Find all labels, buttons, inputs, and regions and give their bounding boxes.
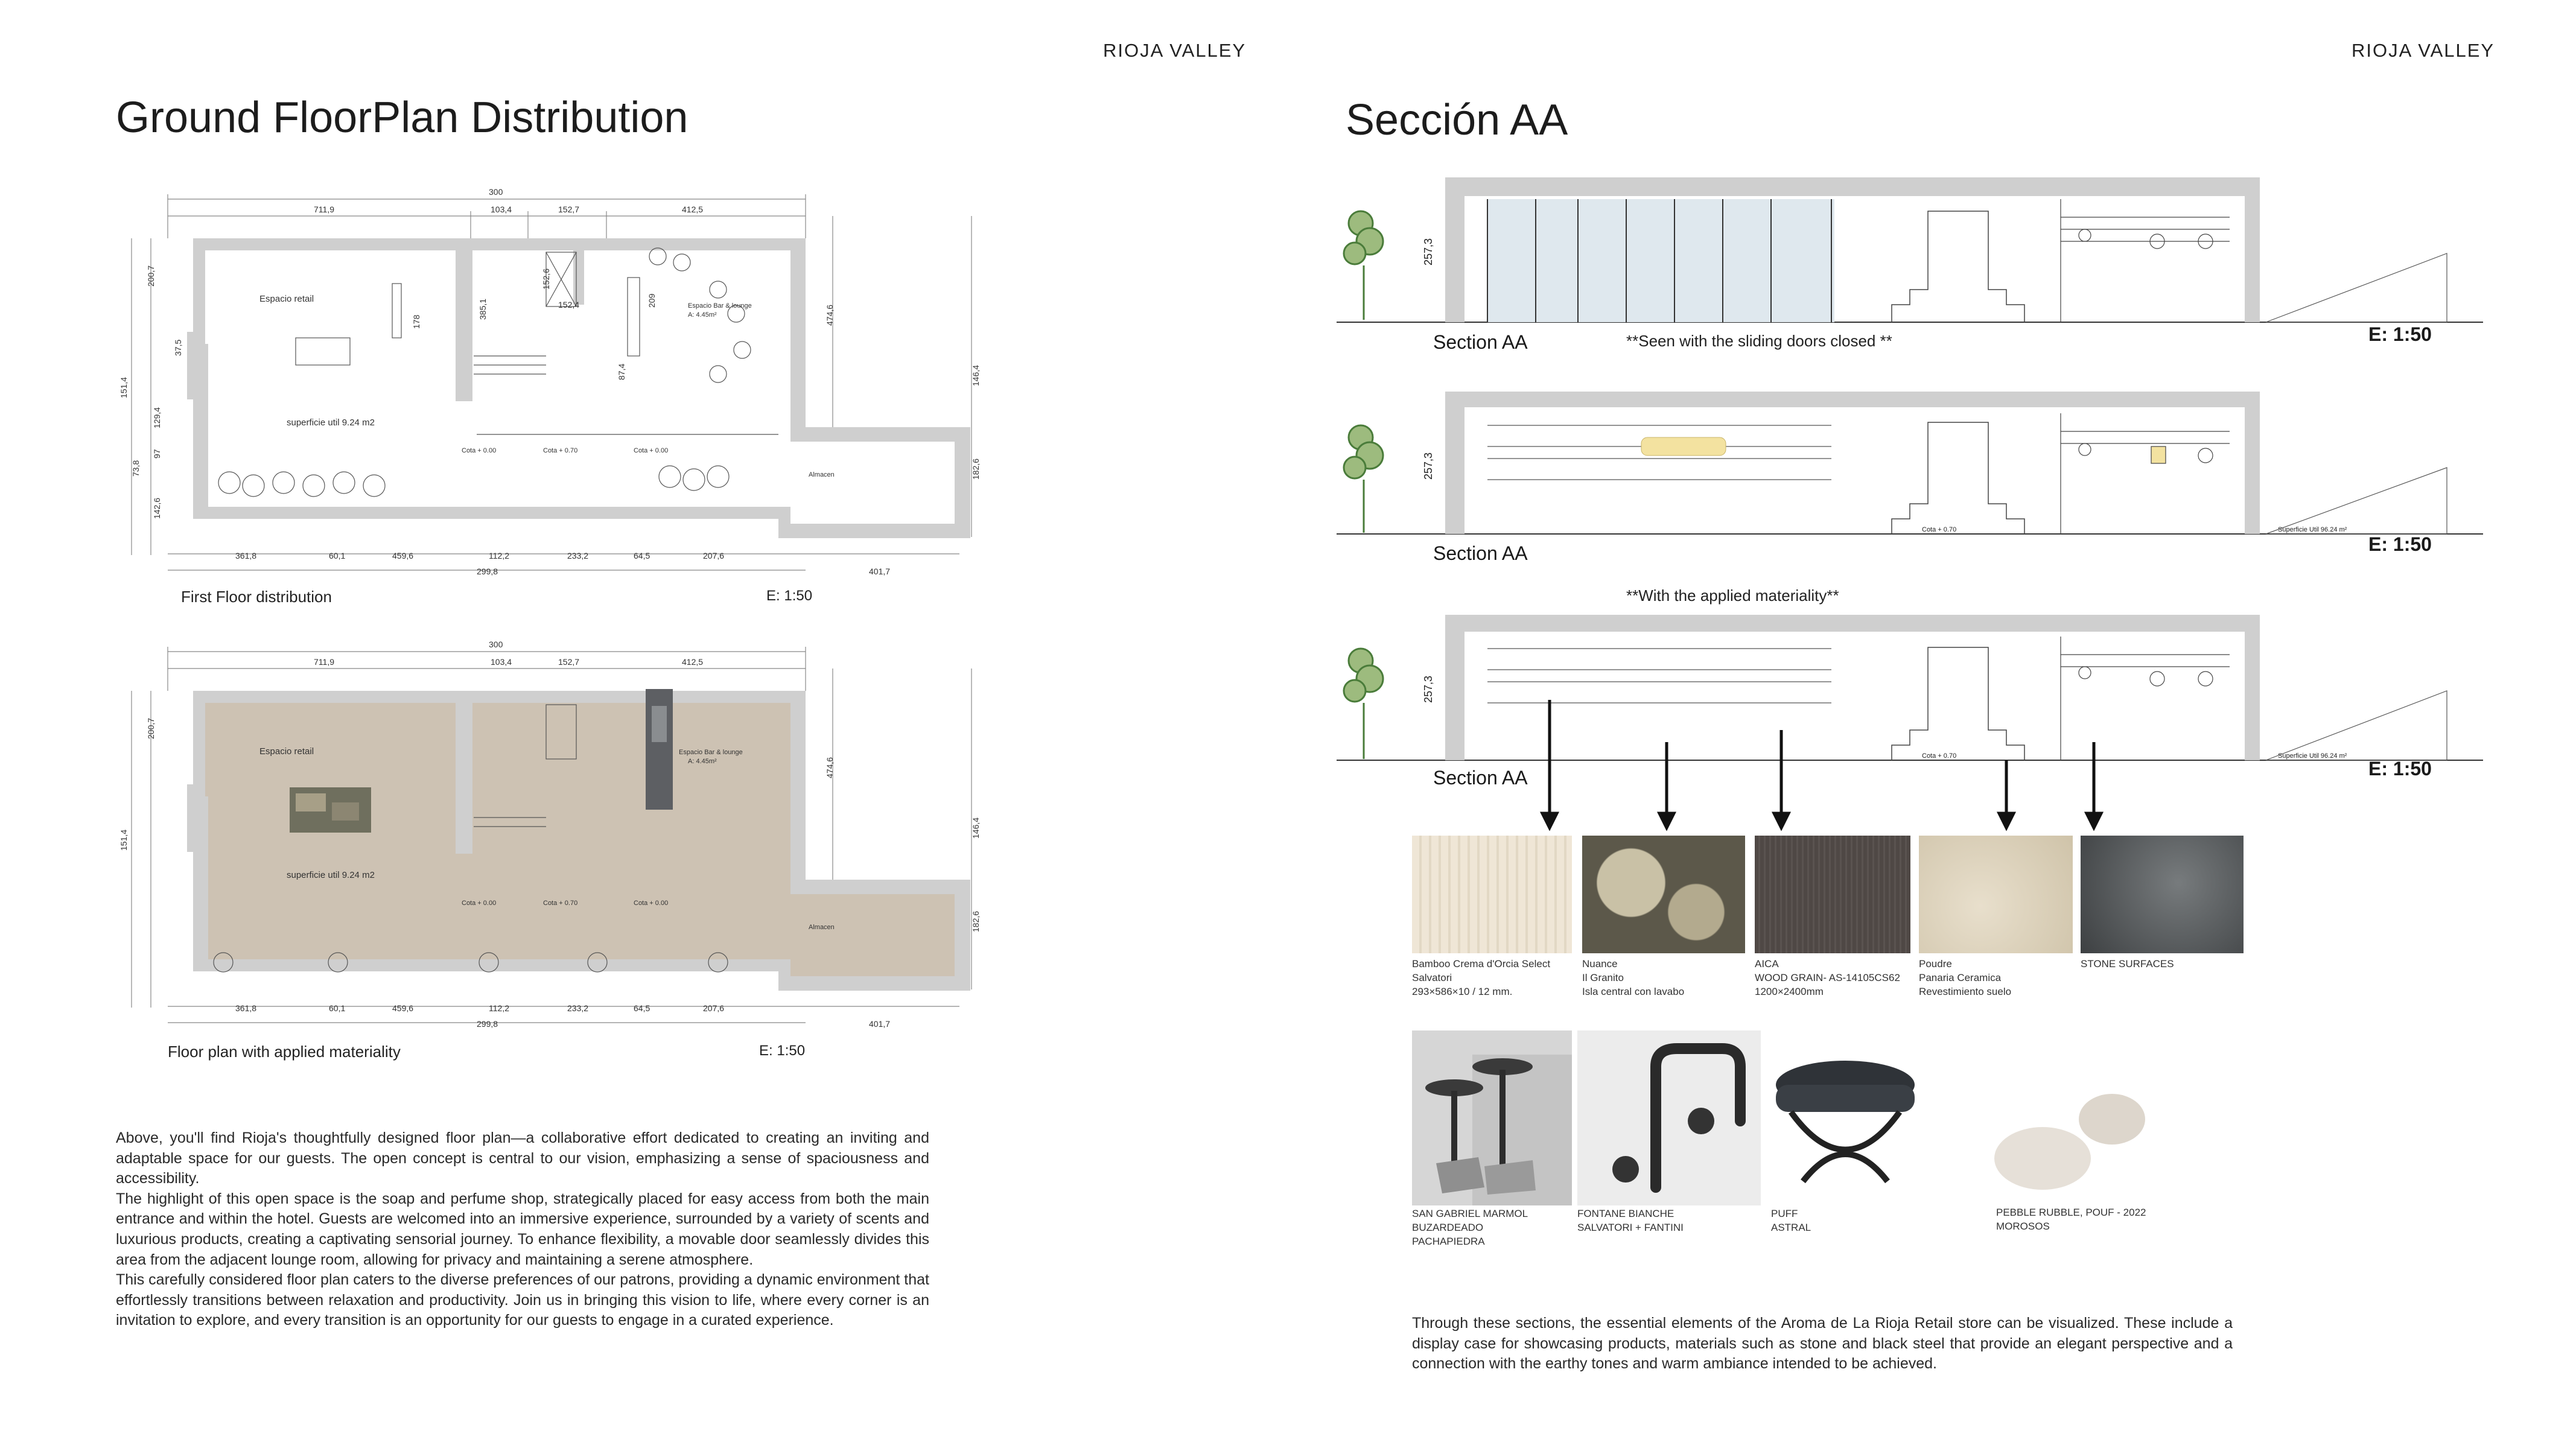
material-swatch-poudre <box>1919 836 2073 953</box>
material-swatch-stone <box>2081 836 2244 953</box>
svg-text:Almacen: Almacen <box>809 924 835 931</box>
svg-text:112,2: 112,2 <box>489 1003 509 1013</box>
svg-text:Cota + 0.00: Cota + 0.00 <box>634 900 669 907</box>
svg-text:Superficie Util 96.24 m²: Superficie Util 96.24 m² <box>2278 752 2347 760</box>
svg-text:Cota + 0.70: Cota + 0.70 <box>1922 752 1957 760</box>
svg-text:412,5: 412,5 <box>682 657 704 667</box>
svg-text:Cota + 0.00: Cota + 0.00 <box>634 447 669 454</box>
svg-text:401,7: 401,7 <box>869 567 891 576</box>
svg-text:200,7: 200,7 <box>146 265 156 287</box>
section-1-label: Section AA <box>1433 331 1528 353</box>
svg-text:152,7: 152,7 <box>558 205 580 214</box>
svg-text:Espacio Bar & lounge: Espacio Bar & lounge <box>688 302 752 310</box>
svg-text:257,3: 257,3 <box>1422 238 1434 265</box>
svg-text:361,8: 361,8 <box>235 1003 257 1013</box>
svg-text:64,5: 64,5 <box>634 551 650 560</box>
left-paragraph-3: This carefully considered floor plan caters to the diverse preferences of our patrons, providing a dynamic environment that effortlessly transitions between relaxation and productivity. Join us in bringing this vision to life, where every corner is an invitation to explore, and every transition is an opportunity for our guests to engage in a curated experience. <box>116 1271 929 1329</box>
page-title-left: Ground FloorPlan Distribution <box>116 94 689 142</box>
svg-text:152,6: 152,6 <box>541 268 551 290</box>
material-label-nuance: Nuance Il Granito Isla central con lavabo <box>1582 958 1685 997</box>
material-arrows <box>1509 694 2142 833</box>
furniture-image-pebble-pouf <box>1991 1086 2148 1207</box>
svg-text:Espacio Bar & lounge: Espacio Bar & lounge <box>679 749 743 756</box>
svg-text:200,7: 200,7 <box>146 717 156 739</box>
svg-text:711,9: 711,9 <box>314 205 334 214</box>
svg-text:257,3: 257,3 <box>1422 452 1434 480</box>
section-2-scale: E: 1:50 <box>2368 533 2432 555</box>
svg-text:300: 300 <box>489 640 503 649</box>
svg-text:Cota + 0.00: Cota + 0.00 <box>462 900 497 907</box>
svg-text:Superficie Util 96.24 m²: Superficie Util 96.24 m² <box>2278 526 2347 533</box>
svg-text:103,4: 103,4 <box>491 657 512 667</box>
furniture-label-side-table: SAN GABRIEL MARMOL BUZARDEADO PACHAPIEDRA <box>1412 1208 1528 1247</box>
svg-text:Espacio retail: Espacio retail <box>259 294 314 304</box>
plan1-caption: First Floor distribution <box>181 588 332 606</box>
svg-text:60,1: 60,1 <box>329 551 346 560</box>
svg-text:Cota + 0.70: Cota + 0.70 <box>543 900 578 907</box>
brand-right: RIOJA VALLEY <box>2352 40 2495 61</box>
svg-text:97: 97 <box>152 449 162 459</box>
svg-text:146,4: 146,4 <box>971 364 981 386</box>
floor-plan-first-floor <box>115 181 1002 591</box>
section-aa-drawing-2 <box>1337 389 2483 540</box>
section-3-label: Section AA <box>1433 767 1528 789</box>
svg-text:Espacio retail: Espacio retail <box>259 746 314 757</box>
plan2-caption: Floor plan with applied materiality <box>168 1043 401 1061</box>
furniture-image-faucet <box>1577 1030 1761 1205</box>
svg-text:711,9: 711,9 <box>314 657 334 667</box>
section-1-scale: E: 1:50 <box>2368 323 2432 345</box>
svg-text:152,4: 152,4 <box>558 300 580 310</box>
left-description <box>116 1128 929 1331</box>
svg-text:361,8: 361,8 <box>235 551 257 560</box>
section-aa-drawing-1 <box>1337 175 2483 332</box>
svg-text:Cota + 0.70: Cota + 0.70 <box>1922 526 1957 533</box>
material-swatch-nuance <box>1582 836 1745 953</box>
svg-text:207,6: 207,6 <box>703 1003 725 1013</box>
svg-text:207,6: 207,6 <box>703 551 725 560</box>
svg-text:151,4: 151,4 <box>119 376 129 398</box>
material-label-stone: STONE SURFACES <box>2081 958 2174 970</box>
svg-text:412,5: 412,5 <box>682 205 704 214</box>
svg-text:A: 4.45m²: A: 4.45m² <box>688 311 717 319</box>
svg-text:257,3: 257,3 <box>1422 675 1434 703</box>
svg-text:385,1: 385,1 <box>478 298 488 320</box>
svg-text:Cota + 0.70: Cota + 0.70 <box>543 447 578 454</box>
right-description: Through these sections, the essential elements of the Aroma de La Rioja Retail store can be visualized. These include a display case for showcasing products, materials such as stone and black steel that provide an elegant perspective and a connection with the earthy tones and warm ambiance intended to be achieved. <box>1412 1315 2233 1373</box>
svg-text:474,6: 474,6 <box>825 304 835 326</box>
svg-text:Cota + 0.00: Cota + 0.00 <box>462 447 497 454</box>
svg-text:300: 300 <box>489 187 503 197</box>
svg-text:37,5: 37,5 <box>173 339 183 356</box>
svg-text:129,4: 129,4 <box>152 407 162 428</box>
left-paragraph-1: Above, you'll find Rioja's thoughtfully designed floor plan—a collaborative effort dedicated to creating an inviting and adaptable space for our guests. The open concept is central to our vision, emphasizing a sense of spaciousness and accessibility. <box>116 1129 929 1187</box>
svg-text:superficie util 9.24 m2: superficie util 9.24 m2 <box>287 418 375 428</box>
svg-text:299,8: 299,8 <box>477 1019 498 1029</box>
left-paragraph-2: The highlight of this open space is the soap and perfume shop, strategically placed for easy access from both the main entrance and within the hotel. Guests are welcomed into an immersive experience, surrounded by a variety of scents and luxurious products, creating a captivating sensorial journey. To enhance flexibility, a movable door seamlessly divides this area from the adjacent lounge room, allowing for privacy and maintaining a serene atmosphere. <box>116 1190 929 1268</box>
svg-text:87,4: 87,4 <box>617 363 626 380</box>
svg-text:182,6: 182,6 <box>971 910 981 932</box>
svg-text:142,6: 142,6 <box>152 497 162 519</box>
svg-text:152,7: 152,7 <box>558 657 580 667</box>
section-3-scale: E: 1:50 <box>2368 758 2432 780</box>
svg-text:Almacen: Almacen <box>809 471 835 478</box>
svg-text:A: 4.45m²: A: 4.45m² <box>688 758 717 765</box>
material-label-bamboo: Bamboo Crema d'Orcia Select Salvatori 293×586×10 / 12 mm. <box>1412 958 1551 997</box>
svg-text:superficie util 9.24 m2: superficie util 9.24 m2 <box>287 870 375 880</box>
svg-text:60,1: 60,1 <box>329 1003 346 1013</box>
material-swatch-aica <box>1755 836 1910 953</box>
floor-plan-materiality <box>115 634 1002 1038</box>
svg-text:299,8: 299,8 <box>477 567 498 576</box>
svg-text:151,4: 151,4 <box>119 829 129 851</box>
svg-text:459,6: 459,6 <box>392 551 414 560</box>
svg-text:233,2: 233,2 <box>567 551 589 560</box>
svg-text:182,6: 182,6 <box>971 458 981 480</box>
svg-text:233,2: 233,2 <box>567 1003 589 1013</box>
svg-text:146,4: 146,4 <box>971 817 981 839</box>
svg-text:401,7: 401,7 <box>869 1019 891 1029</box>
material-swatch-bamboo <box>1412 836 1572 953</box>
svg-text:103,4: 103,4 <box>491 205 512 214</box>
section-2-label: Section AA <box>1433 542 1528 564</box>
svg-text:178: 178 <box>412 314 421 329</box>
section-2-note: **With the applied materiality** <box>1626 586 1839 605</box>
section-1-note: **Seen with the sliding doors closed ** <box>1626 332 1892 350</box>
brand-left: RIOJA VALLEY <box>1103 40 1247 61</box>
svg-text:112,2: 112,2 <box>489 551 509 560</box>
furniture-label-faucet: FONTANE BIANCHE SALVATORI + FANTINI <box>1577 1208 1684 1233</box>
plan1-scale: E: 1:50 <box>766 588 813 604</box>
material-label-poudre: Poudre Panaria Ceramica Revestimiento suelo <box>1919 958 2012 997</box>
furniture-image-side-table <box>1412 1030 1572 1205</box>
furniture-image-puff <box>1761 1030 1930 1205</box>
svg-text:209: 209 <box>647 293 657 308</box>
page-title-right: Sección AA <box>1346 96 1568 144</box>
svg-text:474,6: 474,6 <box>825 757 835 778</box>
furniture-label-pebble-pouf: PEBBLE RUBBLE, POUF - 2022 MOROSOS <box>1996 1207 2146 1232</box>
svg-text:459,6: 459,6 <box>392 1003 414 1013</box>
material-label-aica: AICA WOOD GRAIN- AS-14105CS62 1200×2400mm <box>1755 958 1900 997</box>
furniture-label-puff: PUFF ASTRAL <box>1771 1208 1811 1233</box>
svg-text:73,8: 73,8 <box>131 460 141 477</box>
plan2-scale: E: 1:50 <box>759 1043 806 1059</box>
svg-text:64,5: 64,5 <box>634 1003 650 1013</box>
